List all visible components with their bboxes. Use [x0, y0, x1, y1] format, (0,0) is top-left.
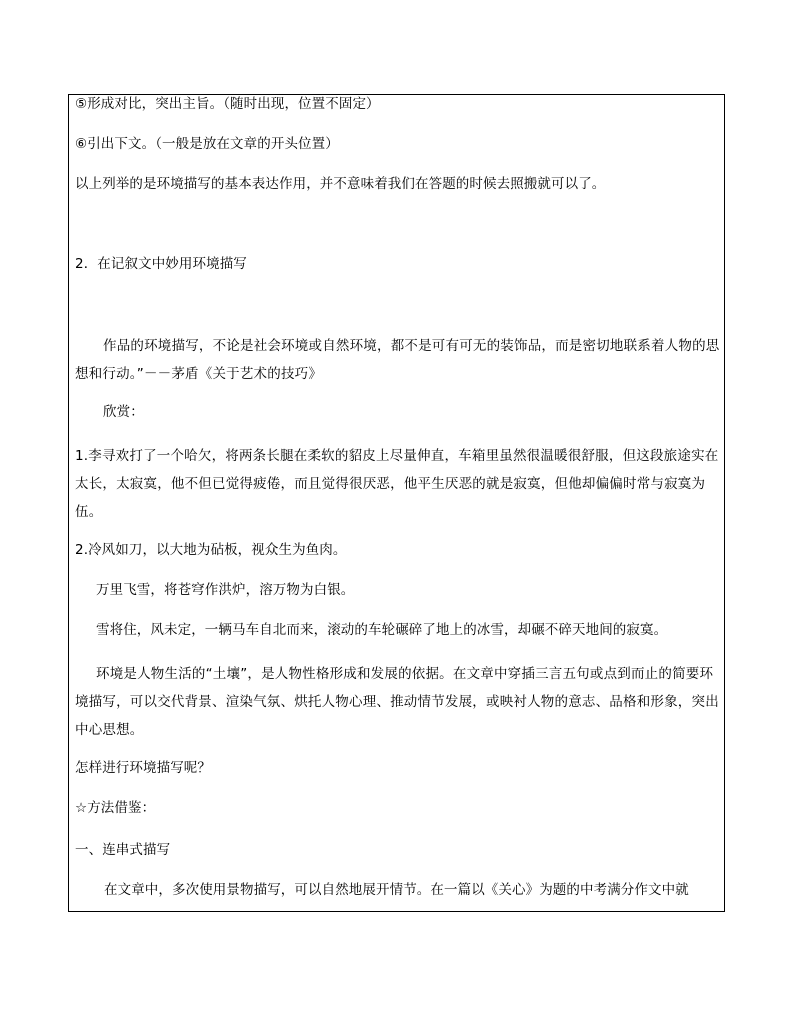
example-line: 雪将住，风未定，一辆马车自北而来，滚动的车轮碾碎了地上的冰雪，却碾不碎天地间的寂寞。 — [96, 622, 668, 638]
summary-paragraph: 环境是人物生活的“土壤”，是人物性格形成和发展的依据。在文章中穿插三言五句或点到而止的简要环境描写，可以交代背景、渲染气氛、烘托人物心理、推动情节发展，或映衬人物的意志、品格和形象，突出中心思想。 — [75, 666, 719, 738]
quote-paragraph: 作品的环境描写，不论是社会环境或自然环境，都不是可有可无的装饰品，而是密切地联系着人物的思想和行动。”－－茅盾《关于艺术的技巧》 — [75, 338, 720, 382]
appreciate-label: 欣赏： — [103, 404, 144, 420]
section-heading: 2．在记叙文中妙用环境描写 — [75, 256, 247, 272]
text-line: 在文章中，多次使用景物描写，可以自然地展开情节。在一篇以《关心》为题的中考满分作文中就 — [104, 882, 689, 898]
method-label: ☆方法借鉴： — [75, 800, 156, 816]
example-line: 2.冷风如刀，以大地为砧板，视众生为鱼肉。 — [75, 542, 347, 558]
text-line: ⑥引出下文。（一般是放在文章的开头位置） — [75, 136, 339, 152]
text-line: ⑤形成对比，突出主旨。（随时出现，位置不固定） — [75, 96, 380, 112]
section-heading: 一、连串式描写 — [75, 842, 171, 858]
example-paragraph: 1.李寻欢打了一个哈欠，将两条长腿在柔软的貂皮上尽量伸直，车箱里虽然很温暖很舒服，但这段旅途实在太长，太寂寞，他不但已觉得疲倦，而且觉得很厌恶，他平生厌恶的就是寂寞，但他却偏偏时常与寂寞为伍。 — [75, 448, 719, 520]
example-line: 万里飞雪，将苍穹作洪炉，溶万物为白银。 — [96, 582, 355, 598]
text-line: 以上列举的是环境描写的基本表达作用，并不意味着我们在答题的时候去照搬就可以了。 — [75, 176, 606, 192]
question-line: 怎样进行环境描写呢？ — [75, 760, 211, 776]
